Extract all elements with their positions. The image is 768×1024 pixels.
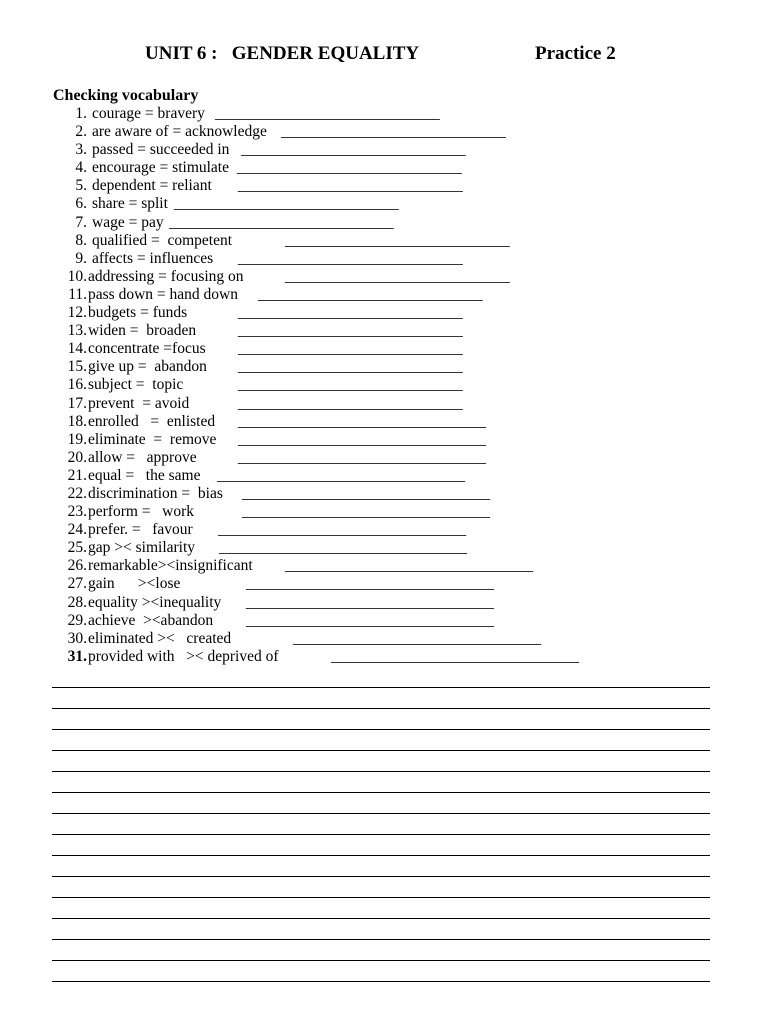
item-number: 29. (67, 611, 87, 629)
vocab-pair: encourage = stimulate (92, 159, 229, 177)
writing-line[interactable] (52, 940, 710, 961)
answer-blank[interactable]: _____________________________ (241, 141, 466, 159)
answer-blank[interactable]: ________________________________ (293, 629, 541, 647)
vocab-pair: enrolled = enlisted (88, 412, 216, 430)
writing-line[interactable] (52, 835, 710, 856)
vocab-pair: prevent = avoid (88, 394, 190, 412)
item-number: 7. (75, 213, 87, 231)
item-number: 12. (67, 304, 87, 322)
vocab-pair: affects = influences (92, 249, 214, 267)
vocab-item-14 (53, 340, 733, 358)
item-number: 15. (67, 358, 87, 376)
answer-blank[interactable]: _____________________________ (237, 159, 462, 177)
vocab-pair: budgets = funds (88, 304, 188, 322)
writing-lines (52, 687, 710, 982)
vocab-pair: equal = the same (88, 466, 201, 484)
vocab-pair: discrimination = bias (88, 484, 223, 502)
item-number: 30. (67, 629, 87, 647)
item-number: 3. (75, 141, 87, 159)
vocab-item-8 (53, 232, 733, 250)
vocab-item-15 (53, 358, 733, 376)
item-number: 27. (67, 575, 87, 593)
answer-blank[interactable]: _____________________________ (258, 285, 483, 303)
practice-label: Practice 2 (535, 43, 616, 64)
answer-blank[interactable]: ________________________________ (246, 593, 494, 611)
item-number: 23. (67, 503, 87, 521)
vocab-pair: passed = succeeded in (92, 141, 230, 159)
answer-blank[interactable]: ________________________________ (246, 575, 494, 593)
item-number: 21. (67, 466, 87, 484)
vocab-pair: eliminate = remove (88, 430, 217, 448)
answer-blank[interactable]: ________________________________ (219, 539, 467, 557)
vocab-pair: dependent = reliant (92, 177, 212, 195)
vocab-pair: prefer. = favour (88, 521, 193, 539)
vocab-item-11 (53, 286, 733, 304)
vocab-list (53, 105, 733, 666)
item-number: 10. (67, 267, 87, 285)
vocab-item-10 (53, 268, 733, 286)
vocab-item-13 (53, 322, 733, 340)
answer-blank[interactable]: _____________________________ (238, 177, 463, 195)
answer-blank[interactable]: _____________________________ (238, 340, 463, 358)
vocab-pair: achieve ><abandon (88, 611, 214, 629)
answer-blank[interactable]: _____________________________ (169, 213, 394, 231)
item-number: 19. (67, 430, 87, 448)
item-number: 13. (67, 322, 87, 340)
item-number: 25. (67, 539, 87, 557)
vocab-pair: are aware of = acknowledge (92, 123, 267, 141)
answer-blank[interactable]: ________________________________ (285, 557, 533, 575)
vocab-item-30 (53, 630, 733, 648)
writing-line[interactable] (52, 793, 710, 814)
vocab-item-22 (53, 485, 733, 503)
vocab-item-9 (53, 250, 733, 268)
vocab-pair: equality ><inequality (88, 593, 222, 611)
answer-blank[interactable]: _____________________________ (285, 231, 510, 249)
vocab-pair: courage = bravery (92, 105, 205, 122)
answer-blank[interactable]: _____________________________ (238, 394, 463, 412)
answer-blank[interactable]: _____________________________ (238, 304, 463, 322)
answer-blank[interactable]: _____________________________ (238, 322, 463, 340)
vocab-item-19 (53, 431, 733, 449)
item-number: 8. (75, 231, 87, 249)
vocab-item-4 (53, 159, 733, 177)
item-number: 26. (67, 557, 87, 575)
vocab-pair: remarkable><insignificant (88, 557, 253, 575)
vocab-pair: give up = abandon (88, 358, 207, 376)
item-number: 9. (75, 249, 87, 267)
vocab-pair: gap >< similarity (88, 539, 196, 557)
writing-line[interactable] (52, 688, 710, 709)
vocab-item-1 (53, 105, 733, 123)
answer-blank[interactable]: _____________________________ (215, 105, 440, 122)
item-number: 14. (67, 340, 87, 358)
vocab-item-27 (53, 575, 733, 593)
vocab-pair: allow = approve (88, 448, 197, 466)
item-number: 4. (75, 159, 87, 177)
item-number: 2. (75, 123, 87, 141)
vocab-item-6 (53, 195, 733, 213)
answer-blank[interactable]: _____________________________ (238, 376, 463, 394)
vocab-item-25 (53, 539, 733, 557)
vocab-item-31 (53, 648, 733, 666)
writing-line[interactable] (52, 730, 710, 751)
item-number: 16. (67, 376, 87, 394)
vocab-pair: share = split (92, 195, 168, 213)
vocab-item-17 (53, 395, 733, 413)
vocab-pair: provided with >< deprived of (88, 647, 279, 665)
vocab-item-16 (53, 376, 733, 394)
vocab-pair: gain ><lose (88, 575, 181, 593)
item-number: 24. (67, 521, 87, 539)
answer-blank[interactable]: ________________________________ (242, 503, 490, 521)
vocab-pair: perform = work (88, 503, 195, 521)
vocab-item-12 (53, 304, 733, 322)
item-number: 11. (68, 285, 87, 303)
item-number: 20. (67, 448, 87, 466)
answer-blank[interactable]: ________________________________ (238, 412, 486, 430)
answer-blank[interactable]: ________________________________ (238, 448, 486, 466)
vocab-item-18 (53, 413, 733, 431)
vocab-item-23 (53, 503, 733, 521)
item-number: 28. (67, 593, 87, 611)
writing-line[interactable] (52, 772, 710, 793)
answer-blank[interactable]: _____________________________ (238, 358, 463, 376)
answer-blank[interactable]: ________________________________ (331, 647, 579, 665)
item-number: 18. (67, 412, 87, 430)
answer-blank[interactable]: _____________________________ (285, 267, 510, 285)
vocab-item-20 (53, 449, 733, 467)
answer-blank[interactable]: _____________________________ (281, 123, 506, 141)
vocab-item-3 (53, 141, 733, 159)
answer-blank[interactable]: ________________________________ (217, 466, 465, 484)
writing-line[interactable] (52, 709, 710, 730)
answer-blank[interactable]: ________________________________ (242, 484, 490, 502)
answer-blank[interactable]: _____________________________ (174, 195, 399, 213)
vocab-pair: wage = pay (92, 213, 164, 231)
vocab-pair: widen = broaden (88, 322, 197, 340)
section-heading: Checking vocabulary (53, 87, 199, 104)
item-number: 22. (67, 484, 87, 502)
vocab-pair: subject = topic (88, 376, 184, 394)
vocab-item-2 (53, 123, 733, 141)
vocab-pair: addressing = focusing on (88, 267, 244, 285)
vocab-item-7 (53, 214, 733, 232)
vocab-item-26 (53, 557, 733, 575)
vocab-pair: pass down = hand down (88, 285, 238, 303)
writing-line[interactable] (52, 856, 710, 877)
vocab-item-29 (53, 612, 733, 630)
vocab-item-28 (53, 594, 733, 612)
vocab-pair: concentrate =focus (88, 340, 206, 358)
item-number: 31. (67, 647, 87, 665)
item-number: 17. (67, 394, 87, 412)
answer-blank[interactable]: _____________________________ (238, 249, 463, 267)
page-title: UNIT 6 : GENDER EQUALITY (145, 43, 420, 64)
vocab-item-24 (53, 521, 733, 539)
writing-line[interactable] (52, 961, 710, 982)
vocab-pair: qualified = competent (92, 231, 233, 249)
writing-line[interactable] (52, 919, 710, 940)
writing-line[interactable] (52, 751, 710, 772)
answer-blank[interactable]: ________________________________ (238, 430, 486, 448)
item-number: 5. (75, 177, 87, 195)
writing-line[interactable] (52, 814, 710, 835)
vocab-item-5 (53, 177, 733, 195)
vocab-pair: eliminated >< created (88, 629, 232, 647)
writing-line[interactable] (52, 877, 710, 898)
item-number: 1. (75, 105, 87, 122)
vocab-item-21 (53, 467, 733, 485)
answer-blank[interactable]: ________________________________ (218, 521, 466, 539)
answer-blank[interactable]: ________________________________ (246, 611, 494, 629)
writing-line[interactable] (52, 898, 710, 919)
item-number: 6. (75, 195, 87, 213)
